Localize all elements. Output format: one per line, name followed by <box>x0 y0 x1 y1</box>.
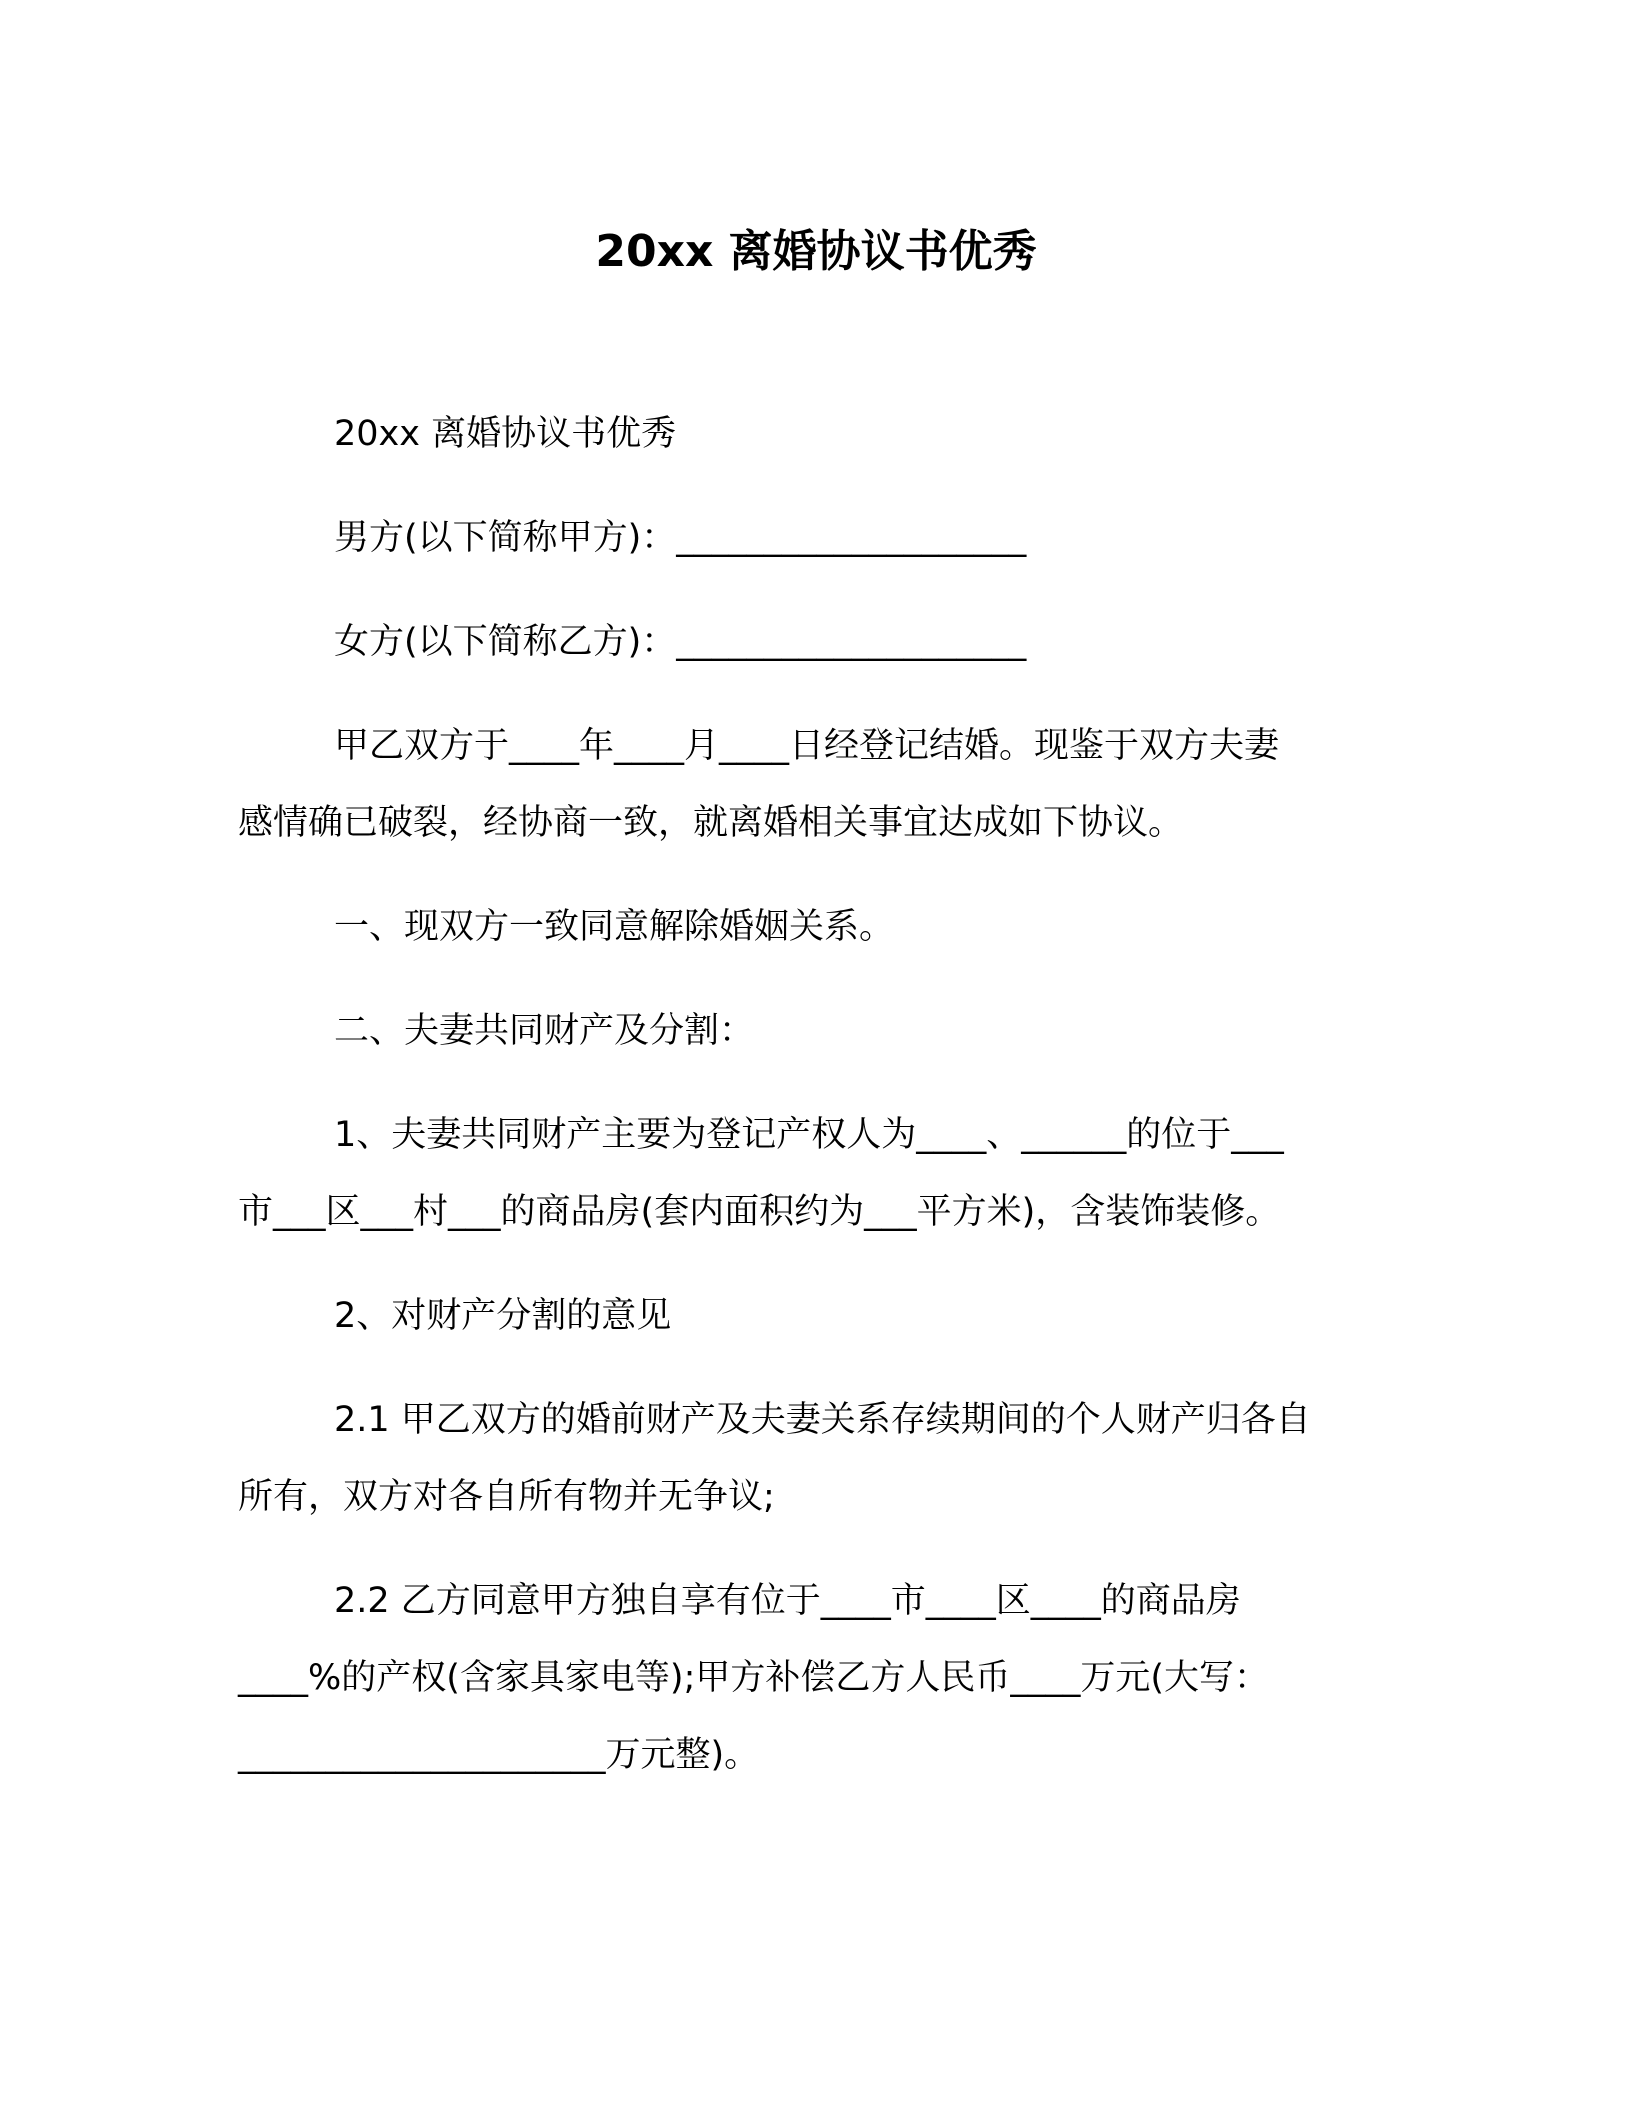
paragraph-line: 女方(以下简称乙方)：____________________ <box>334 622 1027 662</box>
paragraph-item-2-1 <box>238 1382 1370 1536</box>
paragraph-item-2 <box>238 1278 1370 1355</box>
paragraph-line: 感情确已破裂，经协商一致，就离婚相关事宜达成如下协议。 <box>238 803 1184 843</box>
paragraph-line: 市___区___村___的商品房(套内面积约为___平方米)，含装饰装修。 <box>238 1192 1281 1232</box>
paragraph-line: 2.1 甲乙双方的婚前财产及夫妻关系存续期间的个人财产归各自 <box>334 1400 1311 1440</box>
paragraph-line: 一、现双方一致同意解除婚姻关系。 <box>334 907 895 947</box>
paragraph-heading <box>238 396 1370 473</box>
paragraph-line: 所有，双方对各自所有物并无争议; <box>238 1477 775 1517</box>
paragraph-line: 甲乙双方于____年____月____日经登记结婚。现鉴于双方夫妻 <box>334 726 1280 766</box>
paragraph-line: 2.2 乙方同意甲方独自享有位于____市____区____的商品房 <box>334 1581 1241 1621</box>
paragraph-line: 2、对财产分割的意见 <box>334 1296 672 1336</box>
paragraph-line: 二、夫妻共同财产及分割： <box>334 1011 755 1051</box>
paragraph-marriage-registration <box>238 708 1370 862</box>
paragraph-line: ____%的产权(含家具家电等);甲方补偿乙方人民币____万元(大写： <box>238 1658 1270 1698</box>
paragraph-section-two <box>238 993 1370 1070</box>
paragraph-male-party <box>238 500 1370 577</box>
paragraph-item-2-2 <box>238 1563 1370 1794</box>
paragraph-line: 男方(以下简称甲方)：____________________ <box>334 518 1027 558</box>
paragraph-female-party <box>238 604 1370 681</box>
paragraph-section-one <box>238 889 1370 966</box>
paragraph-line: 20xx 离婚协议书优秀 <box>334 414 677 454</box>
paragraph-line: _____________________万元整)。 <box>238 1735 760 1775</box>
document-title: 20xx 离婚协议书优秀 <box>595 226 1037 277</box>
paragraph-item-1 <box>238 1097 1370 1251</box>
paragraph-line: 1、夫妻共同财产主要为登记产权人为____、______的位于___ <box>334 1115 1284 1155</box>
